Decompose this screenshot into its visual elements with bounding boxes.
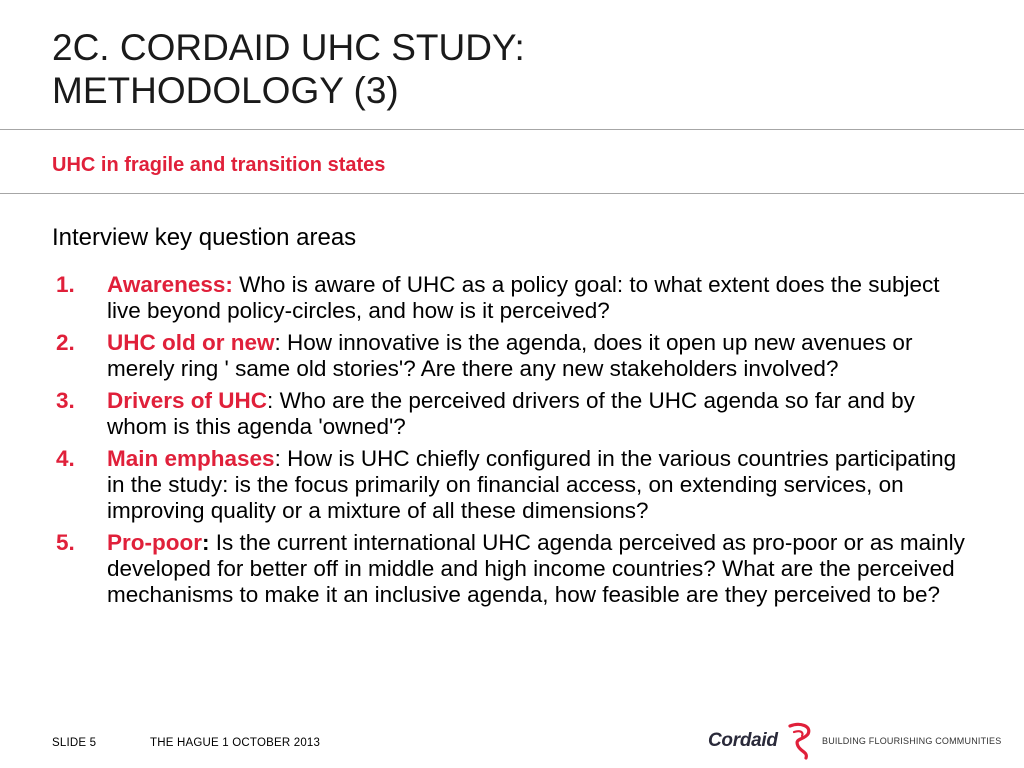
logo-tagline: BUILDING FLOURISHING COMMUNITIES [822,736,1002,746]
item-text: Who are the perceived drivers of the UHC agenda so far and by whom is this agenda 'owned'? [107,388,915,439]
list-item [52,530,972,608]
slide-title-line-2: METHODOLOGY (3) [52,70,399,111]
slide-subtitle: UHC in fragile and transition states [52,154,386,176]
item-text: How is UHC chiefly configured in the various countries participating in the study: is the focus primarily on financial access, on extending services, on improving quality or a mixture of all these dimensions? [107,446,957,523]
slide-title [52,26,972,112]
list-item [52,446,972,524]
item-number: 5. [56,530,75,555]
item-keyword: Awareness [107,272,226,297]
logo-wordmark: Cordaid [708,730,778,751]
item-text: Is the current international UHC agenda perceived as pro-poor or as mainly developed for better off in middle and high income countries? What are the perceived mechanisms to make it an inclusive agenda, how feasible are they perceived to be? [107,530,965,607]
slide-title-line-1: 2C. CORDAID UHC STUDY: [52,27,525,68]
item-text: How innovative is the agenda, does it open up new avenues or merely ring ' same old stories'? Are there any new stakeholders involved? [107,330,913,381]
item-separator: : [274,446,288,471]
intro-text: Interview key question areas [52,224,357,251]
item-number: 4. [56,446,75,471]
footer-location-date: THE HAGUE 1 OCTOBER 2013 [150,737,321,749]
question-list [52,272,972,614]
item-separator: : [274,330,288,355]
item-keyword: Main emphases [107,446,275,471]
item-text: Who is aware of UHC as a policy goal: to what extent does the subject live beyond policy-circles, and how is it perceived? [107,272,940,323]
item-separator: : [267,388,280,413]
item-keyword: UHC old or new [107,330,275,355]
item-separator: : [202,530,216,555]
item-keyword: Pro-poor [107,530,202,555]
item-number: 2. [56,330,75,355]
item-keyword: Drivers of UHC [107,388,268,413]
item-separator: : [225,272,240,297]
slide-number: SLIDE 5 [52,737,97,749]
list-item [52,272,972,324]
list-item [52,388,972,440]
cordaid-swirl-icon [784,720,818,760]
item-number: 1. [56,272,75,297]
cordaid-logo [708,720,1008,760]
list-item [52,330,972,382]
item-number: 3. [56,388,75,413]
bottom-divider [0,193,1024,194]
top-divider [0,129,1024,130]
